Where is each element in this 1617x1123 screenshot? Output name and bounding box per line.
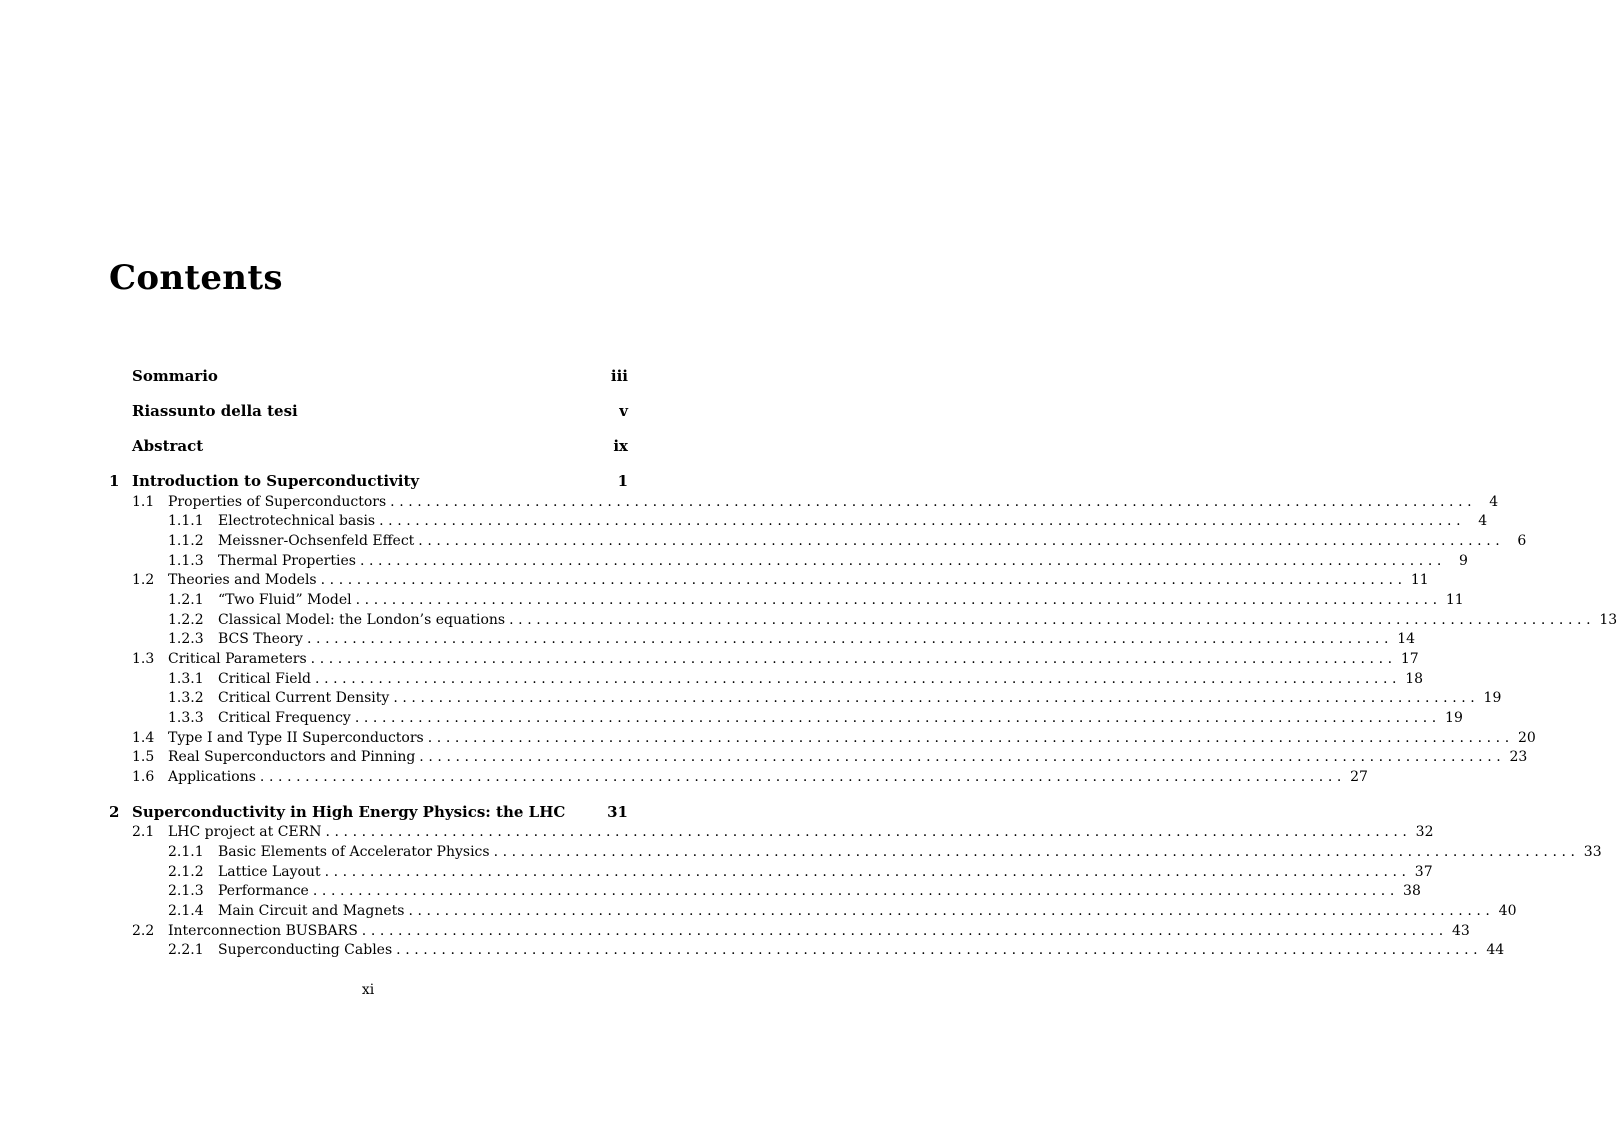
toc-entry[interactable] <box>109 629 1416 649</box>
toc-entry-number: 1.1 <box>132 494 155 510</box>
toc-entry-leader: ........................................................................................................................ <box>493 844 1580 860</box>
toc-entry[interactable] <box>109 590 1464 610</box>
toc-entry-leader: ........................................................................................................................ <box>320 572 1407 588</box>
toc-entry-page: 11 <box>1410 572 1429 588</box>
toc-entry[interactable] <box>109 531 1527 551</box>
toc-entry-leader: ........................................................................................................................ <box>325 824 1412 840</box>
toc-entry[interactable] <box>109 767 1368 787</box>
toc-entry-leader: ........................................................................................................................ <box>315 671 1402 687</box>
toc-entry[interactable] <box>109 747 1528 767</box>
toc-entry-leader: ........................................................................................................................ <box>379 513 1466 529</box>
toc-entry-page: 20 <box>1517 730 1536 746</box>
toc-entry-label: Type I and Type II Superconductors <box>168 730 424 746</box>
toc-entry-page: 18 <box>1405 671 1424 687</box>
toc-entry-page: 40 <box>1498 903 1517 919</box>
toc-entry-page: 9 <box>1459 553 1468 569</box>
toc-entry-label: Basic Elements of Accelerator Physics <box>218 844 490 860</box>
toc-entry-number: 1.1.3 <box>168 553 204 569</box>
toc-entry-page: 19 <box>1483 690 1502 706</box>
toc-entry-page: 27 <box>1350 769 1368 785</box>
toc-entry-label: Critical Frequency <box>218 710 351 726</box>
toc-entry-number: 1.5 <box>132 749 155 765</box>
toc-entry-page: 33 <box>1583 844 1602 860</box>
toc-entry-label: Superconducting Cables <box>218 942 393 958</box>
toc-entry-number: 2.1.2 <box>168 864 204 880</box>
toc-entry-label: Properties of Superconductors <box>168 494 387 510</box>
toc-entry-page: 11 <box>1445 592 1464 608</box>
toc-entry[interactable] <box>109 708 1463 728</box>
toc-entry-leader: ........................................................................................................................ <box>324 864 1411 880</box>
toc-entry[interactable] <box>109 669 1424 689</box>
toc-entry-number: 1.2.1 <box>168 592 204 608</box>
toc-entry-leader: ........................................................................................................................ <box>312 883 1399 899</box>
toc-entry[interactable] <box>109 436 628 456</box>
toc-entry[interactable] <box>109 901 1517 921</box>
toc-entry-leader: ........................................................................................................................ <box>306 631 1394 647</box>
toc-entry-number: 1.3 <box>132 651 155 667</box>
toc-entry-leader: ........................................................................................................................ <box>418 533 1505 549</box>
toc-entry-number: 1.2 <box>132 572 155 588</box>
toc-entry-leader: ........................................................................................................................ <box>361 923 1448 939</box>
toc-entry[interactable] <box>109 610 1617 630</box>
toc-entry[interactable] <box>109 401 628 421</box>
toc-entry-leader: ........................................................................................................................ <box>393 690 1480 706</box>
toc-entry-page: 4 <box>1478 513 1488 529</box>
toc-entry-leader: ........................................................................................................................ <box>310 651 1397 667</box>
toc-entry-leader: ........................................................................................................................ <box>419 749 1506 765</box>
toc-entry-label: Riassunto della tesi <box>132 402 298 420</box>
toc-entry[interactable] <box>109 881 1421 901</box>
toc-entry-label: Introduction to Superconductivity <box>132 472 420 490</box>
toc-entry-label: Meissner-Ochsenfeld Effect <box>218 533 415 549</box>
toc-entry-label: Abstract <box>132 437 204 455</box>
toc-entry-page: 4 <box>1489 494 1499 510</box>
toc-entry[interactable] <box>109 649 1419 669</box>
toc-entry[interactable] <box>109 511 1488 531</box>
toc-entry-label: Real Superconductors and Pinning <box>168 749 416 765</box>
toc-entry-page: 32 <box>1415 824 1434 840</box>
toc-entry-leader: ........................................................................................................................ <box>509 612 1596 628</box>
toc-entry[interactable] <box>109 366 628 386</box>
toc-entry-number: 2.1.3 <box>168 883 204 899</box>
toc-entry-leader: ........................................................................................................................ <box>354 710 1441 726</box>
toc-entry-page: 37 <box>1414 864 1433 880</box>
toc-entry-leader: ........................................................................................................................ <box>259 769 1346 785</box>
toc-entry-label: Performance <box>218 883 309 899</box>
toc-entry-number: 1.4 <box>132 730 155 746</box>
toc-entry-page: 43 <box>1452 923 1470 939</box>
toc-entry-label: Theories and Models <box>168 572 317 588</box>
toc-entry-label: Main Circuit and Magnets <box>218 903 405 919</box>
toc-entry-label: Applications <box>168 769 256 785</box>
toc-entry-label: Critical Current Density <box>218 690 390 706</box>
toc-entry-page: v <box>619 402 628 420</box>
toc-entry-number: 1.1.1 <box>168 513 204 529</box>
toc-entry-page: 17 <box>1400 651 1419 667</box>
toc-entry-number: 2.2.1 <box>168 942 204 958</box>
toc-entry-page: 13 <box>1599 612 1617 628</box>
toc-entry[interactable] <box>109 728 1536 748</box>
toc-entry-label: LHC project at CERN <box>168 824 322 840</box>
toc-entry-number: 2.1 <box>132 824 155 840</box>
toc-entry-label: BCS Theory <box>218 631 303 647</box>
toc-entry-page: 1 <box>617 472 628 490</box>
toc-entry-page: 44 <box>1486 942 1505 958</box>
toc-entry-number: 2 <box>109 803 120 821</box>
toc-entry-number: 1.6 <box>132 769 155 785</box>
toc-entry-leader: ........................................................................................................................ <box>355 592 1442 608</box>
toc-entry[interactable] <box>109 940 1505 960</box>
toc-entry-label: Critical Field <box>218 671 312 687</box>
toc-entry-leader: ........................................................................................................................ <box>390 494 1477 510</box>
toc-entry-page: 6 <box>1517 533 1527 549</box>
toc-entry-label: Critical Parameters <box>168 651 307 667</box>
toc-entry[interactable] <box>109 921 1470 941</box>
toc-entry-label: Interconnection BUSBARS <box>168 923 358 939</box>
toc-entry-page: 23 <box>1509 749 1528 765</box>
toc-entry-page: 14 <box>1397 631 1416 647</box>
toc-entry-number: 1 <box>109 472 120 490</box>
toc-entry-page: ix <box>613 437 628 455</box>
toc-entry-label: Thermal Properties <box>218 553 356 569</box>
page-number: xi <box>361 982 375 998</box>
toc-entry[interactable] <box>109 492 1499 512</box>
toc-entry-leader: ........................................................................................................................ <box>427 730 1514 746</box>
toc-entry-leader: ........................................................................................................................ <box>359 553 1446 569</box>
toc-entry-page: 38 <box>1403 883 1421 899</box>
toc-entry-label: Classical Model: the London’s equations <box>218 612 506 628</box>
toc-entry[interactable] <box>109 471 628 491</box>
toc-entry[interactable] <box>109 570 1429 590</box>
toc-entry-page: 19 <box>1445 710 1463 726</box>
toc-entry-page: iii <box>610 367 628 385</box>
toc-entry-number: 1.3.2 <box>168 690 204 706</box>
toc-entry-number: 1.2.3 <box>168 631 204 647</box>
toc-entry[interactable] <box>109 862 1433 882</box>
toc-entry-number: 1.3.3 <box>168 710 204 726</box>
toc-entry[interactable] <box>109 822 1434 842</box>
toc-entry-number: 2.2 <box>132 923 155 939</box>
toc-entry-label: Sommario <box>132 367 218 385</box>
page-title: Contents <box>109 258 283 298</box>
toc-entry-label: Superconductivity in High Energy Physics: the LHC <box>132 803 566 821</box>
toc-entry-leader: ........................................................................................................................ <box>396 942 1483 958</box>
toc-entry-label: Lattice Layout <box>218 864 321 880</box>
toc-entry-number: 1.3.1 <box>168 671 204 687</box>
toc-entry-leader: ........................................................................................................................ <box>408 903 1495 919</box>
toc-entry-number: 1.1.2 <box>168 533 204 549</box>
toc-entry-number: 2.1.4 <box>168 903 204 919</box>
toc-entry[interactable] <box>109 802 628 822</box>
toc-entry-number: 1.2.2 <box>168 612 204 628</box>
toc-entry-label: Electrotechnical basis <box>218 513 376 529</box>
toc-entry-number: 2.1.1 <box>168 844 204 860</box>
toc-entry[interactable] <box>109 688 1502 708</box>
toc-entry-page: 31 <box>607 803 628 821</box>
toc-entry[interactable] <box>109 551 1468 571</box>
toc-entry[interactable] <box>109 842 1602 862</box>
toc-entry-label: “Two Fluid” Model <box>218 592 352 608</box>
